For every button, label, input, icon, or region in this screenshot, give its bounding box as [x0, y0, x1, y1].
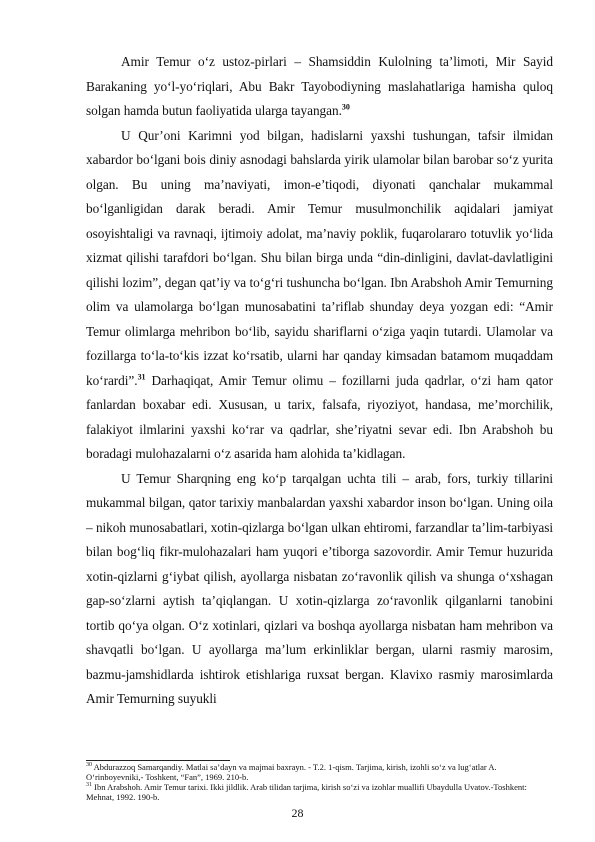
body-text — [86, 50, 553, 712]
paragraph-3 — [86, 467, 553, 712]
footnote-text: Ibn Arabshoh. Amir Temur tarixi. Ikki jildlik. Arab tilidan tarjima, kirish so‘zi va izohlar muallifi Ubaydulla Uvatov.-Toshkent: Mehnat, 1992. 190-b. — [86, 782, 527, 802]
footnote-separator — [86, 760, 230, 761]
footnote-ref-31[interactable]: 31 — [137, 372, 146, 382]
footnote-ref-30[interactable]: 30 — [341, 102, 350, 112]
footnote-mark: 31 — [86, 782, 92, 789]
paragraph-3-text: U Temur Sharqning eng ko‘p tarqalgan uchta tili – arab, fors, turkiy tillarini mukammal bilgan, qator tarixiy manbalardan yaxshi xabardor inson bo‘lgan. Uning oila – nikoh munosabatlari, xotin-qizlarga bo‘lgan ulkan ehtiromi, farzandlar ta’lim-tarbiyasi bilan bog‘liq fikr-mulohazalari ham yuqori e’tiborga sazovordir. Amir Temur huzurida xotin-qizlarni g‘iybat qilish, ayollarga nisbatan zo‘ravonlik qilish va shunga o‘xshagan gap-so‘zlarni aytish ta’qiqlangan. U xotin-qizlarga zo‘ravonlik qilganlarni tanobini tortib qo‘ya olgan. O‘z xotinlari, qizlari va boshqa ayollarga nisbatan ham mehribon va shavqatli bo‘lgan. U ayollarga ma’lum erkinliklar bergan, ularni rasmiy marosim, bazmu-jamshidlarda ishtirok etishlariga ruxsat bergan. Klavixo rasmiy marosimlarda Amir Temurning suyukli — [86, 470, 553, 706]
footnote-mark: 30 — [86, 762, 92, 769]
paragraph-1 — [86, 50, 553, 124]
footnote-31 — [86, 782, 553, 802]
footnote-text: Abdurazzoq Samarqandiy. Matlai sa’dayn va majmai baxrayn. - T.2. 1-qism. Tarjima, kirish, izohli so‘z va lug‘atlar A. O‘rinboyevniki,- Toshkent, “Fan”, 1969. 210-b. — [86, 762, 497, 782]
paragraph-1-text: Amir Temur o‘z ustoz-pirlari – Shamsiddin Kulolning ta’limoti, Mir Sayid Barakaning yo‘l-yo‘riqlari, Abu Bakr Tayobodiyning maslahatlariga hamisha quloq solgan hamda butun faoliyatida ularga tayangan. — [86, 54, 553, 118]
footnotes — [86, 762, 553, 802]
footnote-30 — [86, 762, 553, 782]
paragraph-2-continuation: Darhaqiqat, Amir Temur olimu – fozillarni juda qadrlar, o‘zi ham qator fanlardan boxabar edi. Xususan, u tarix, falsafa, riyoziyot, handasa, me’morchilik, falakiyot ilmlarini yaxshi ko‘rar va qadrlar, she’riyatni sevar edi. Ibn Arabshoh bu boradagi mulohazalarni o‘z asarida ham alohida ta’kidlagan. — [86, 372, 553, 461]
page-number: 28 — [291, 806, 304, 820]
paragraph-2 — [86, 124, 553, 467]
paragraph-2-text: U Qur’oni Karimni yod bilgan, hadislarni yaxshi tushungan, tafsir ilmidan xabardor bo‘lgani bois diniy asnodagi bahslarda yirik ulamolar bilan barobar so‘z yurita olgan. Bu uning ma’naviyati, imon-e’tiqodi, diyonati qanchalar mukammal bo‘lganligidan darak beradi. Amir Temur musulmonchilik aqidalari jamiyat osoyishtaligi va ravnaqi, ijtimoiy adolat, ma’naviy poklik, fuqarolararo totuvlik yo‘lida xizmat qilishi tarafdori bo‘lgan. Shu bilan birga unda “din-dinligini, davlat-davlatligini qilishi lozim”, degan qat’iy va to‘g‘ri tushuncha bo‘lgan. Ibn Arabshoh Amir Temurning olim va ulamolarga bo‘lgan munosabatini ta’riflab shunday deya yozgan edi: “Amir Temur olimlarga mehribon bo‘lib, sayidu shariflarni o‘ziga yaqin tutardi. Ulamolar va fozillarga to‘la-to‘kis izzat ko‘rsatib, ularni har qanday kimsadan batamom muqaddam ko‘rardi”. — [86, 127, 553, 388]
